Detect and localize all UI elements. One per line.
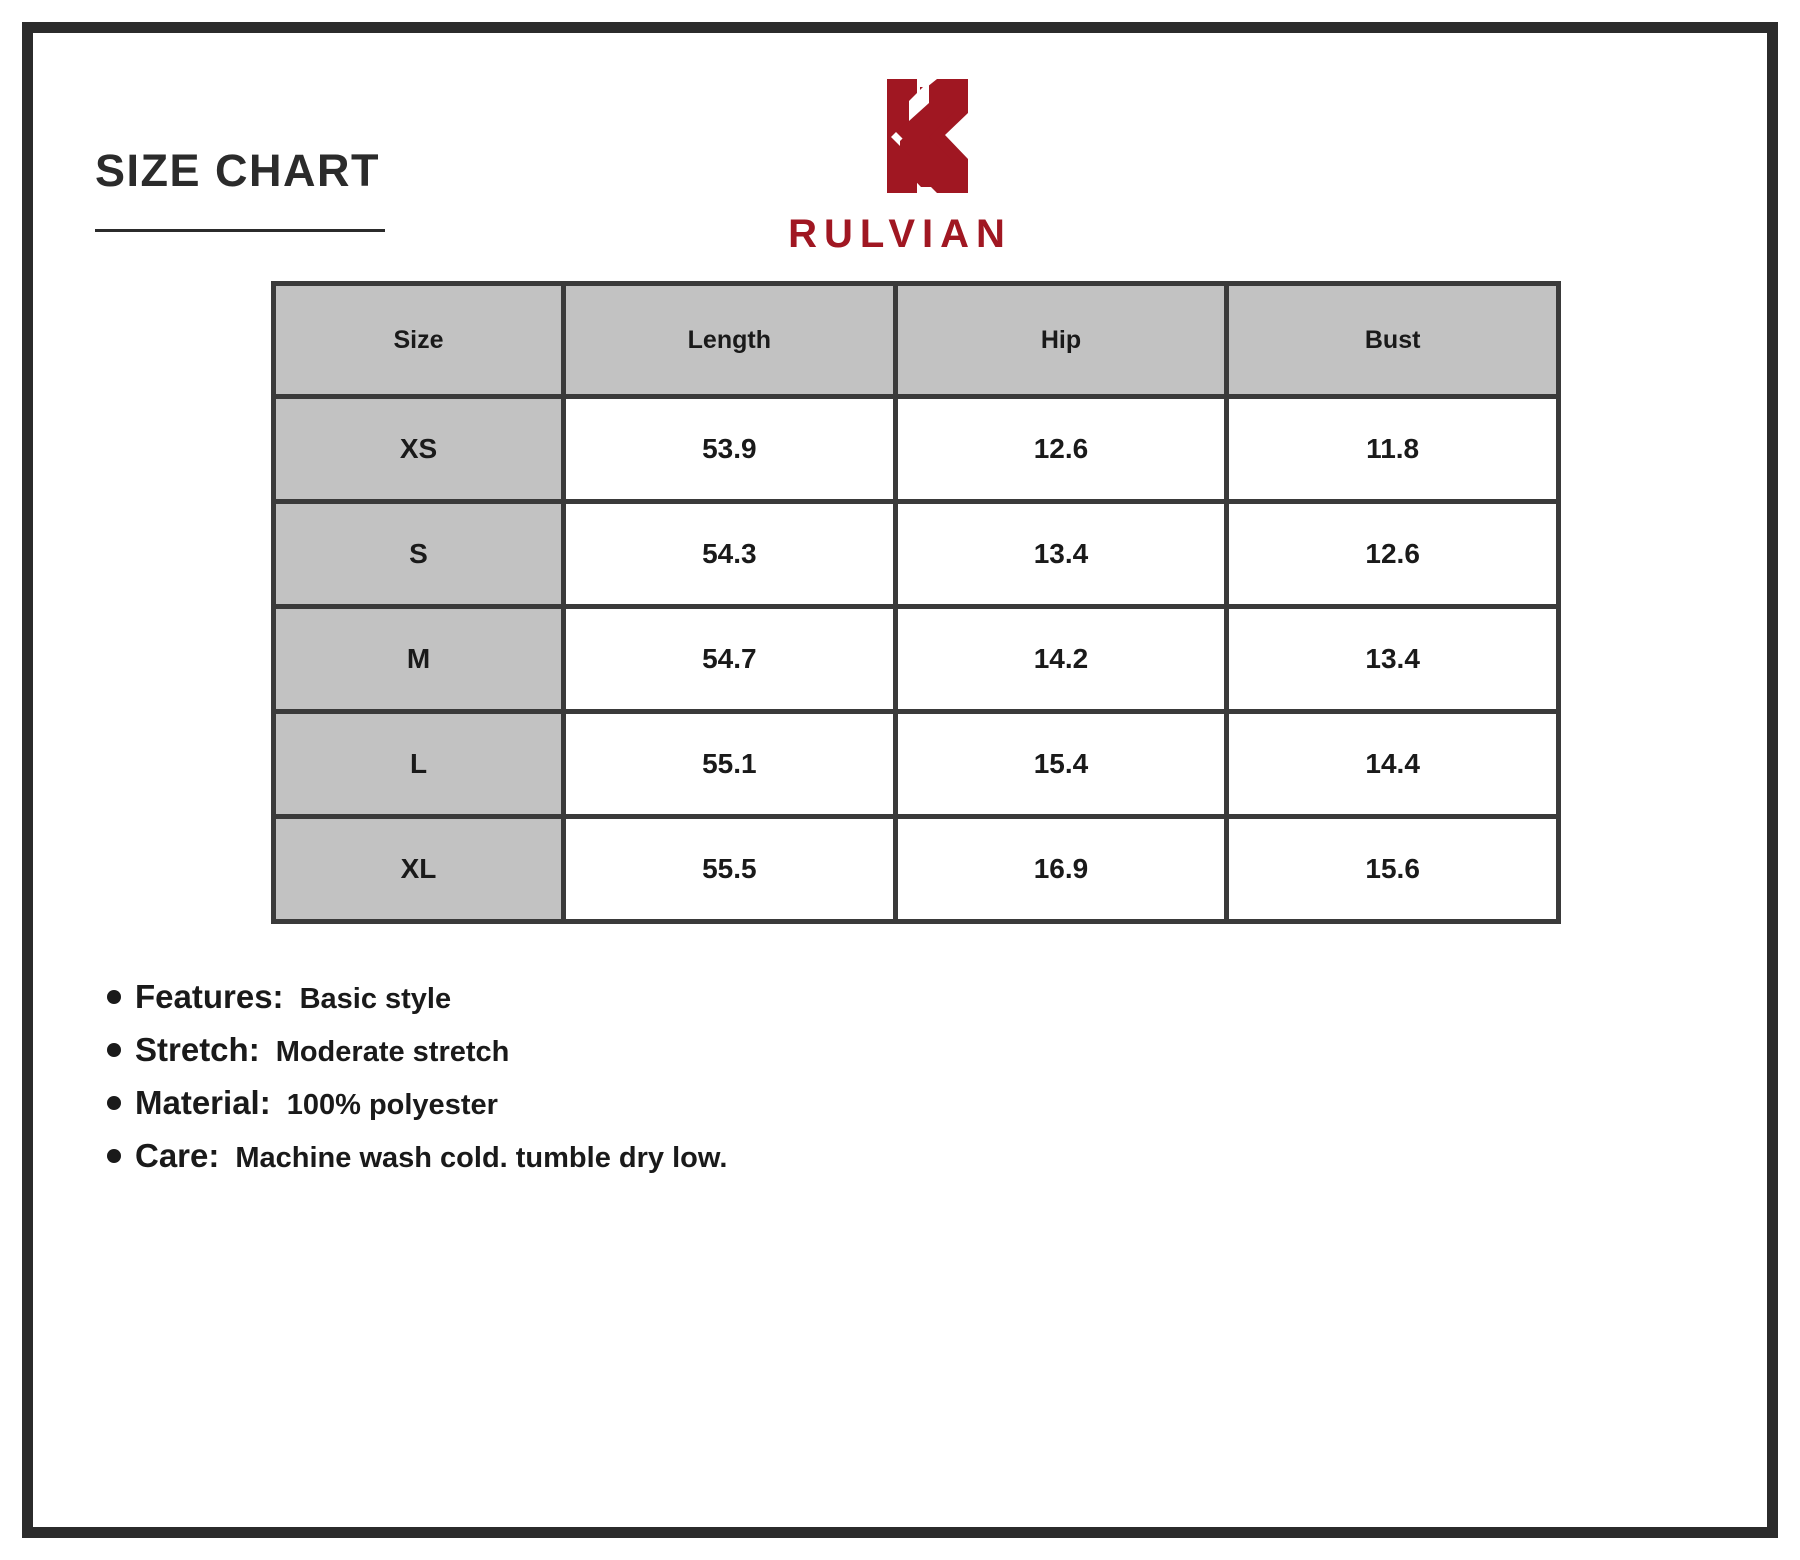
note-label: Care: bbox=[135, 1137, 220, 1174]
table-row bbox=[276, 819, 1556, 919]
header bbox=[33, 33, 1767, 283]
size-table-wrap bbox=[271, 281, 1561, 924]
column-header-length: Length bbox=[566, 286, 893, 394]
cell-bust: 15.6 bbox=[1229, 819, 1556, 919]
bullet-icon bbox=[107, 1096, 121, 1110]
bullet-icon bbox=[107, 1149, 121, 1163]
column-header-hip: Hip bbox=[898, 286, 1225, 394]
cell-size: L bbox=[276, 714, 561, 814]
page-content bbox=[33, 33, 1767, 1527]
note-label: Stretch: bbox=[135, 1031, 260, 1068]
cell-hip: 15.4 bbox=[898, 714, 1225, 814]
cell-bust: 12.6 bbox=[1229, 504, 1556, 604]
brand-lockup bbox=[33, 73, 1767, 254]
cell-hip: 16.9 bbox=[898, 819, 1225, 919]
table-row bbox=[276, 399, 1556, 499]
column-header-size: Size bbox=[276, 286, 561, 394]
table-row bbox=[276, 609, 1556, 709]
note-value: Machine wash cold. tumble dry low. bbox=[235, 1142, 728, 1174]
cell-hip: 14.2 bbox=[898, 609, 1225, 709]
note-value: 100% polyester bbox=[286, 1089, 498, 1121]
page-title: SIZE CHART bbox=[95, 145, 380, 196]
column-header-bust: Bust bbox=[1229, 286, 1556, 394]
bullet-icon bbox=[107, 990, 121, 1004]
size-table bbox=[271, 281, 1561, 924]
cell-length: 54.3 bbox=[566, 504, 893, 604]
cell-size: XL bbox=[276, 819, 561, 919]
cell-length: 54.7 bbox=[566, 609, 893, 709]
bullet-icon bbox=[107, 1043, 121, 1057]
cell-length: 55.5 bbox=[566, 819, 893, 919]
cell-length: 55.1 bbox=[566, 714, 893, 814]
table-row bbox=[276, 504, 1556, 604]
cell-bust: 13.4 bbox=[1229, 609, 1556, 709]
list-item bbox=[107, 1031, 1507, 1069]
note-label: Features: bbox=[135, 978, 284, 1015]
notes-list bbox=[107, 978, 1507, 1190]
brand-name: RULVIAN bbox=[788, 212, 1012, 256]
rulvian-r-logo-icon bbox=[825, 73, 975, 208]
list-item bbox=[107, 1137, 1507, 1175]
list-item bbox=[107, 1084, 1507, 1122]
cell-size: XS bbox=[276, 399, 561, 499]
list-item bbox=[107, 978, 1507, 1016]
table-row bbox=[276, 714, 1556, 814]
cell-bust: 11.8 bbox=[1229, 399, 1556, 499]
note-value: Basic style bbox=[299, 983, 452, 1015]
note-value: Moderate stretch bbox=[275, 1036, 510, 1068]
note-label: Material: bbox=[135, 1084, 271, 1121]
page-border bbox=[22, 22, 1778, 1538]
cell-length: 53.9 bbox=[566, 399, 893, 499]
cell-size: M bbox=[276, 609, 561, 709]
cell-bust: 14.4 bbox=[1229, 714, 1556, 814]
cell-size: S bbox=[276, 504, 561, 604]
cell-hip: 13.4 bbox=[898, 504, 1225, 604]
table-header-row bbox=[276, 286, 1556, 394]
cell-hip: 12.6 bbox=[898, 399, 1225, 499]
